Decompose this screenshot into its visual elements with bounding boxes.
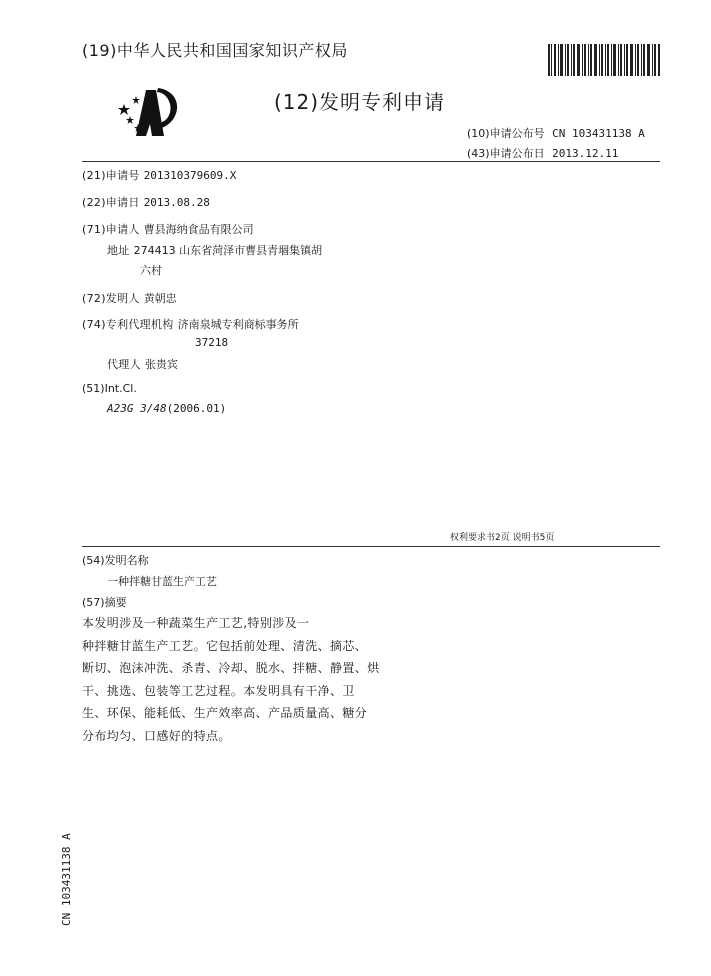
agent-row [107, 356, 178, 372]
invention-title: 一种拌糖甘蓝生产工艺 [107, 575, 217, 588]
int-cl-code: A23G 3/48 [107, 402, 167, 415]
cnipa-emblem-icon [116, 82, 188, 140]
inventor-row [82, 290, 177, 306]
page-count-note: 权利要求书2页 说明书5页 [450, 533, 555, 543]
applicant-row [82, 221, 254, 237]
application-number-row [82, 167, 236, 183]
agency-name: 济南泉城专利商标事务所 [177, 318, 299, 331]
abstract-line: 干、挑选、包装等工艺过程。本发明具有干净、卫 [82, 683, 355, 698]
abstract-line: 断切、泡沫冲洗、杀青、冷却、脱水、拌糖、静置、烘 [82, 661, 380, 676]
application-number: 201310379609.X [143, 169, 237, 182]
applicant-label: (71)申请人 [82, 223, 140, 236]
agent-label: 代理人 [107, 358, 141, 371]
document-type: (12)发明专利申请 [274, 90, 446, 114]
application-date: 2013.08.28 [143, 196, 210, 209]
address-label: 地址 [107, 244, 130, 257]
agent-name: 张贵宾 [144, 358, 178, 371]
application-number-label: (21)申请号 [82, 169, 140, 182]
inventor-name: 黄朝忠 [143, 292, 177, 305]
title-section-label: (54)发明名称 [82, 554, 149, 567]
publication-number: CN 103431138 A [552, 127, 645, 140]
section-divider [82, 546, 660, 547]
publication-number-row [467, 125, 645, 141]
inventor-label: (72)发明人 [82, 292, 140, 305]
header-divider [82, 161, 660, 162]
abstract-line: 本发明涉及一种蔬菜生产工艺,特别涉及一 [82, 616, 310, 630]
address-line-2: 六村 [140, 264, 162, 277]
publication-number-label: (10)申请公布号 [467, 127, 545, 140]
abstract-label: (57)摘要 [82, 596, 127, 609]
publication-date-row [467, 145, 618, 161]
abstract-line: 分布均匀、口感好的特点。 [82, 728, 231, 743]
barcode [548, 44, 660, 76]
abstract-line: 生、环保、能耗低、生产效率高、产品质量高、糖分 [82, 706, 368, 721]
agency-code: 37218 [195, 336, 229, 349]
address-row [107, 242, 322, 258]
abstract-line: 种拌糖甘蓝生产工艺。它包括前处理、清洗、摘芯、 [82, 638, 368, 653]
applicant-name: 曹县海纳食品有限公司 [143, 223, 254, 236]
agency-label: (74)专利代理机构 [82, 318, 174, 331]
int-cl-label: (51)Int.Cl. [82, 382, 137, 395]
address-line-1: 274413 山东省菏泽市曹县青堌集镇胡 [133, 244, 323, 257]
int-cl-row [107, 402, 226, 415]
office-name: (19)中华人民共和国国家知识产权局 [82, 41, 348, 60]
application-date-label: (22)申请日 [82, 196, 140, 209]
abstract-text [82, 612, 582, 748]
agency-row [82, 316, 299, 332]
side-publication-number: CN 103431138 A [60, 833, 73, 926]
publication-date-label: (43)申请公布日 [467, 147, 545, 160]
publication-date: 2013.12.11 [552, 147, 619, 160]
int-cl-version: (2006.01) [166, 402, 227, 415]
application-date-row [82, 194, 210, 210]
